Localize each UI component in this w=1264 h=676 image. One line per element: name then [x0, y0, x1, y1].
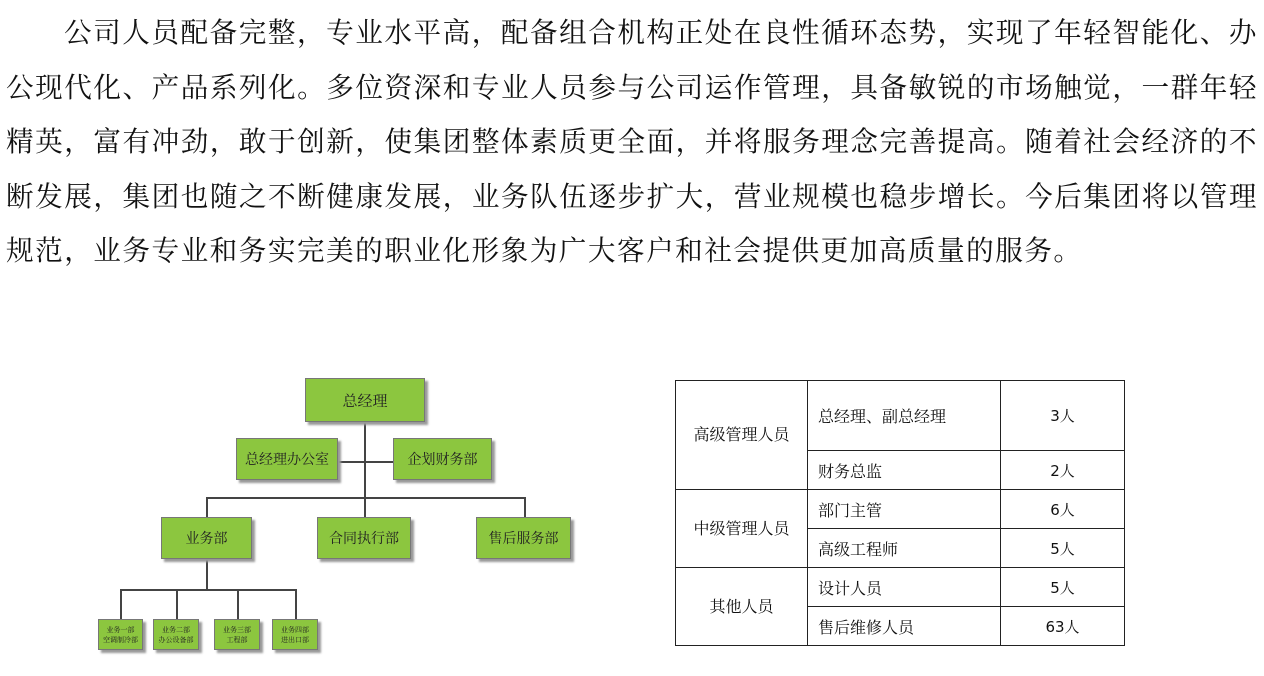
company-description: 公司人员配备完整，专业水平高，配备组合机构正处在良性循环态势，实现了年轻智能化、办公现代化、产品系列化。多位资深和专业人员参与公司运作管理，具备敏锐的市场触觉，一群年轻精英，富有冲劲，敢于创新，使集团整体素质更全面，并将服务理念完善提高。随着社会经济的不断发展，集团也随之不断健康发展，业务队伍逐步扩大，营业规模也稳步增长。今后集团将以管理规范，业务专业和务实完美的职业化形象为广大客户和社会提供更加高质量的服务。 [6, 16, 1258, 267]
org-box-contract-dept: 合同执行部 [317, 517, 411, 559]
org-box-business-unit-3: 业务三部 工程部 [214, 619, 260, 650]
connector-line [295, 589, 297, 619]
org-box-general-manager: 总经理 [305, 378, 425, 422]
role-cell: 财务总监 [808, 451, 1001, 490]
table-row [676, 490, 1125, 529]
org-box-finance: 企划财务部 [393, 438, 492, 480]
org-box-business-unit-1: 业务一部 空调制冷部 [98, 619, 143, 650]
count-cell: 2人 [1001, 451, 1125, 490]
role-cell: 设计人员 [808, 568, 1001, 607]
connector-line [120, 589, 122, 619]
org-box-business-dept: 业务部 [161, 517, 252, 559]
connector-line [206, 497, 208, 517]
org-box-aftersales-dept: 售后服务部 [476, 517, 571, 559]
count-cell: 5人 [1001, 568, 1125, 607]
table-row [676, 381, 1125, 451]
staff-table [675, 380, 1125, 646]
category-cell: 中级管理人员 [676, 490, 808, 568]
connector-line [364, 422, 366, 498]
role-cell: 高级工程师 [808, 529, 1001, 568]
connector-line [120, 589, 297, 591]
org-box-business-unit-4: 业务四部 进出口部 [272, 619, 318, 650]
connector-line [524, 497, 526, 517]
role-cell: 售后维修人员 [808, 607, 1001, 646]
connector-line [176, 589, 178, 619]
category-cell: 其他人员 [676, 568, 808, 646]
org-chart [95, 375, 575, 655]
count-cell: 3人 [1001, 381, 1125, 451]
org-box-gm-office: 总经理办公室 [236, 438, 338, 480]
connector-line [364, 497, 366, 517]
count-cell: 63人 [1001, 607, 1125, 646]
connector-line [206, 497, 526, 499]
org-box-business-unit-2: 业务二部 办公设备部 [153, 619, 199, 650]
connector-line [338, 461, 393, 463]
connector-line [237, 589, 239, 619]
category-cell: 高级管理人员 [676, 381, 808, 490]
count-cell: 5人 [1001, 529, 1125, 568]
role-cell: 部门主管 [808, 490, 1001, 529]
role-cell: 总经理、副总经理 [808, 381, 1001, 451]
table-row [676, 568, 1125, 607]
connector-line [206, 559, 208, 590]
count-cell: 6人 [1001, 490, 1125, 529]
